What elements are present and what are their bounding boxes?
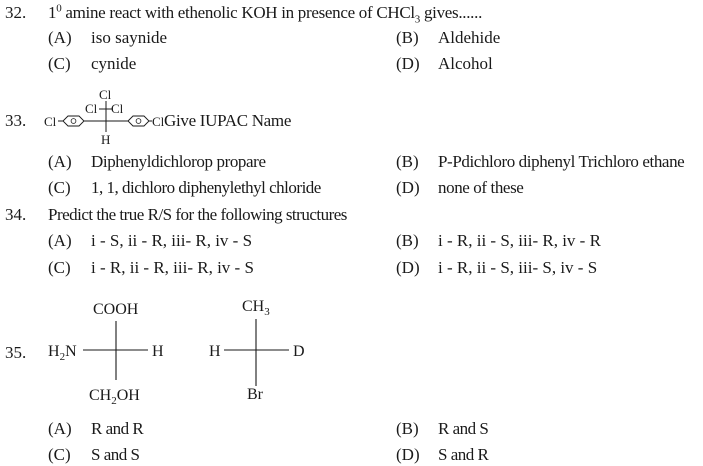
- superscript: 0: [56, 2, 62, 15]
- question-number: 34.: [5, 205, 27, 224]
- option-d[interactable]: [0, 258, 703, 278]
- option-text: R and S: [438, 419, 489, 438]
- text-part: 1: [48, 3, 57, 22]
- option-text: iso saynide: [91, 28, 168, 47]
- option-text: i - R, ii - S, iii- S, iv - S: [438, 258, 598, 277]
- question-text: Predict the true R/S for the following structures: [48, 205, 347, 224]
- benzene-ring-icon: [128, 116, 149, 126]
- bottom-h: H: [101, 132, 111, 147]
- option-label: (B): [396, 231, 419, 250]
- top-group: $CH_3$: [242, 298, 270, 318]
- option-text: S and R: [438, 445, 489, 464]
- top-group: COOH: [93, 301, 139, 318]
- option-b[interactable]: [0, 152, 703, 172]
- option-text: cynide: [91, 54, 137, 73]
- option-b[interactable]: [0, 419, 703, 439]
- option-label: (A): [48, 28, 72, 47]
- option-text: i - R, ii - R, iii- R, iv - S: [91, 258, 254, 277]
- subscript: 3: [414, 13, 420, 26]
- option-text: R and R: [91, 419, 144, 438]
- option-text: Aldehide: [438, 28, 501, 47]
- left-group: $H_2N$: [48, 343, 77, 363]
- option-label: (C): [48, 178, 71, 197]
- option-d[interactable]: [0, 178, 703, 198]
- bottom-group: $CH_2OH$: [89, 387, 140, 407]
- option-label: (C): [48, 54, 71, 73]
- right-group: D: [293, 343, 305, 360]
- option-text: 1, 1, dichloro diphenylethyl chloride: [91, 178, 321, 197]
- right-cl: Cl: [152, 114, 164, 129]
- option-label: (D): [396, 258, 420, 277]
- upper-right-cl: Cl: [111, 101, 124, 116]
- option-label: (C): [48, 258, 71, 277]
- right-group: H: [152, 343, 164, 360]
- bottom-group: Br: [247, 386, 263, 403]
- option-text: i - S, ii - R, iii- R, iv - S: [91, 231, 253, 250]
- option-text: P-Pdichloro diphenyl Trichloro ethane: [438, 152, 685, 171]
- option-label: (D): [396, 445, 420, 464]
- option-text: S and S: [91, 445, 140, 464]
- option-label: (A): [48, 152, 72, 171]
- option-label: (B): [396, 28, 419, 47]
- option-text: none of these: [438, 178, 524, 197]
- question-text: [48, 2, 483, 26]
- option-label: (D): [396, 178, 420, 197]
- question-number: 32.: [5, 3, 27, 22]
- left-group: H: [209, 343, 221, 360]
- option-text: i - R, ii - S, iii- R, iv - R: [438, 231, 601, 250]
- option-label: (B): [396, 152, 419, 171]
- option-text: Diphenyldichlorop propare: [91, 152, 266, 171]
- ddt-structure-diagram: [44, 84, 164, 150]
- option-label: (B): [396, 419, 419, 438]
- benzene-ring-icon: [63, 116, 84, 126]
- option-b[interactable]: [0, 231, 703, 251]
- option-label: (A): [48, 231, 72, 250]
- question-number: 33.: [5, 111, 27, 130]
- text-part: amine react with ethenolic KOH in presence of CHCl: [61, 3, 415, 22]
- text-part: gives......: [420, 3, 483, 22]
- option-d[interactable]: [0, 54, 703, 74]
- top-cl: Cl: [99, 87, 112, 102]
- left-cl: Cl: [44, 114, 57, 129]
- fischer-projection-2: [200, 292, 320, 407]
- option-label: (C): [48, 445, 71, 464]
- option-text: Alcohol: [438, 54, 493, 73]
- fischer-projection-1: [40, 292, 190, 407]
- option-label: (D): [396, 54, 420, 73]
- option-b[interactable]: [0, 28, 703, 48]
- question-number: 35.: [5, 343, 27, 362]
- question-text: Give IUPAC Name: [164, 111, 292, 130]
- upper-left-cl: Cl: [85, 101, 98, 116]
- option-d[interactable]: [0, 445, 703, 465]
- option-label: (A): [48, 419, 72, 438]
